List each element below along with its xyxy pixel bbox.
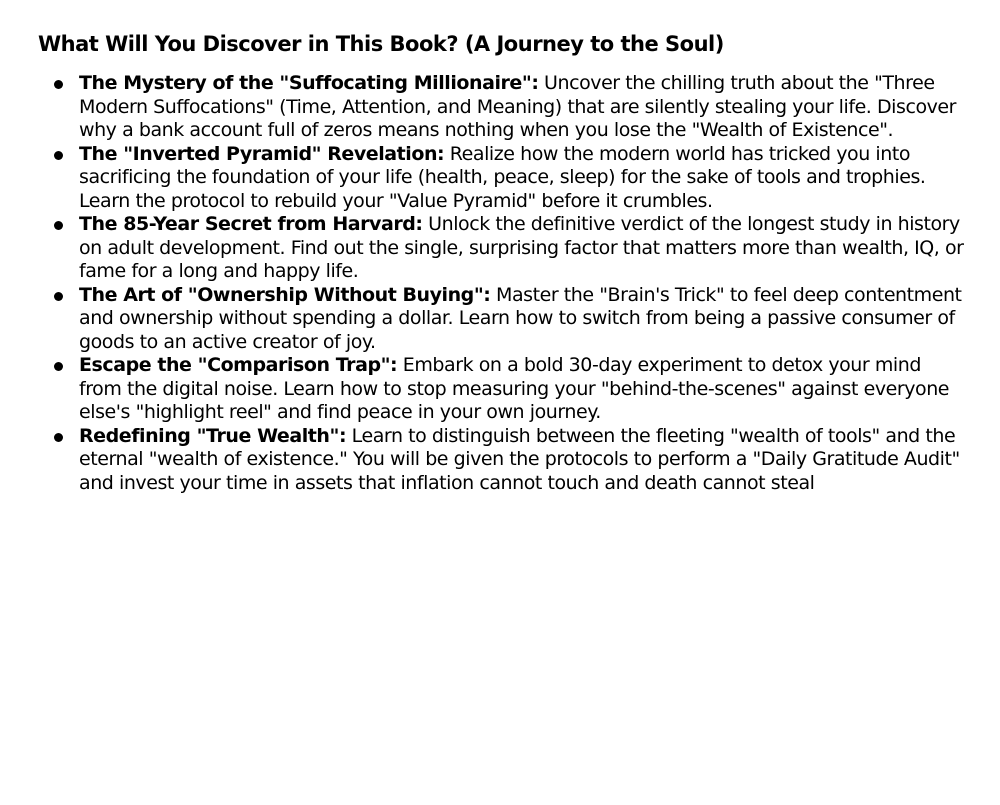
list-item-comparison-trap [38, 354, 968, 425]
item-text: Unlock the definitive verdict of the longest study in history on adult development. Find out the single, surprising factor that matters more than wealth, IQ, or fame for a long and happy life. [79, 213, 964, 282]
item-lead: The Art of "Ownership Without Buying": [79, 283, 491, 306]
bullet-dot-icon [54, 221, 63, 230]
item-text: Learn to distinguish between the fleeting "wealth of tools" and the eternal "wealth of existence." You will be given the protocols to perform a "Daily Gratitude Audit" and invest your time in assets that inflation cannot touch and death cannot steal [79, 424, 960, 494]
bullet-dot-icon [54, 433, 63, 442]
item-lead: Redefining "True Wealth": [79, 424, 347, 447]
bullet-dot-icon [54, 80, 63, 89]
list-item-ownership-without-buying [38, 284, 968, 355]
item-text: Realize how the modern world has tricked you into sacrificing the foundation of your life (health, peace, sleep) for the sake of tools and trophies. Learn the protocol to rebuild your "Value Pyramid" before it crumbles. [79, 142, 926, 212]
document-body [38, 30, 968, 495]
item-lead: The 85-Year Secret from Harvard: [79, 213, 423, 235]
bullet-dot-icon [54, 362, 63, 371]
list-item-inverted-pyramid [38, 143, 968, 214]
bullet-dot-icon [54, 292, 63, 301]
discovery-list [38, 72, 968, 495]
item-text: Embark on a bold 30-day experiment to detox your mind from the digital noise. Learn how to stop measuring your "behind-the-scenes" against everyone else's "highlight reel" and find peace in your own journey. [79, 354, 950, 423]
list-item-suffocating-millionaire [38, 72, 968, 143]
page-title: What Will You Discover in This Book? (A Journey to the Soul) [38, 32, 724, 56]
bullet-dot-icon [54, 151, 63, 160]
list-item-true-wealth [38, 425, 968, 496]
item-lead: The "Inverted Pyramid" Revelation: [79, 142, 445, 165]
item-text: Uncover the chilling truth about the "Three Modern Suffocations" (Time, Attention, and Meaning) that are silently stealing your life. Discover why a bank account full of zeros means nothing when you lose the "Wealth of Existence". [79, 72, 957, 141]
item-text: Master the "Brain's Trick" to feel deep contentment and ownership without spending a dollar. Learn how to switch from being a passive consumer of goods to an active creator of joy. [79, 283, 962, 353]
item-lead: The Mystery of the "Suffocating Millionaire": [79, 72, 539, 94]
list-item-harvard-secret [38, 213, 968, 284]
item-lead: Escape the "Comparison Trap": [79, 354, 398, 376]
